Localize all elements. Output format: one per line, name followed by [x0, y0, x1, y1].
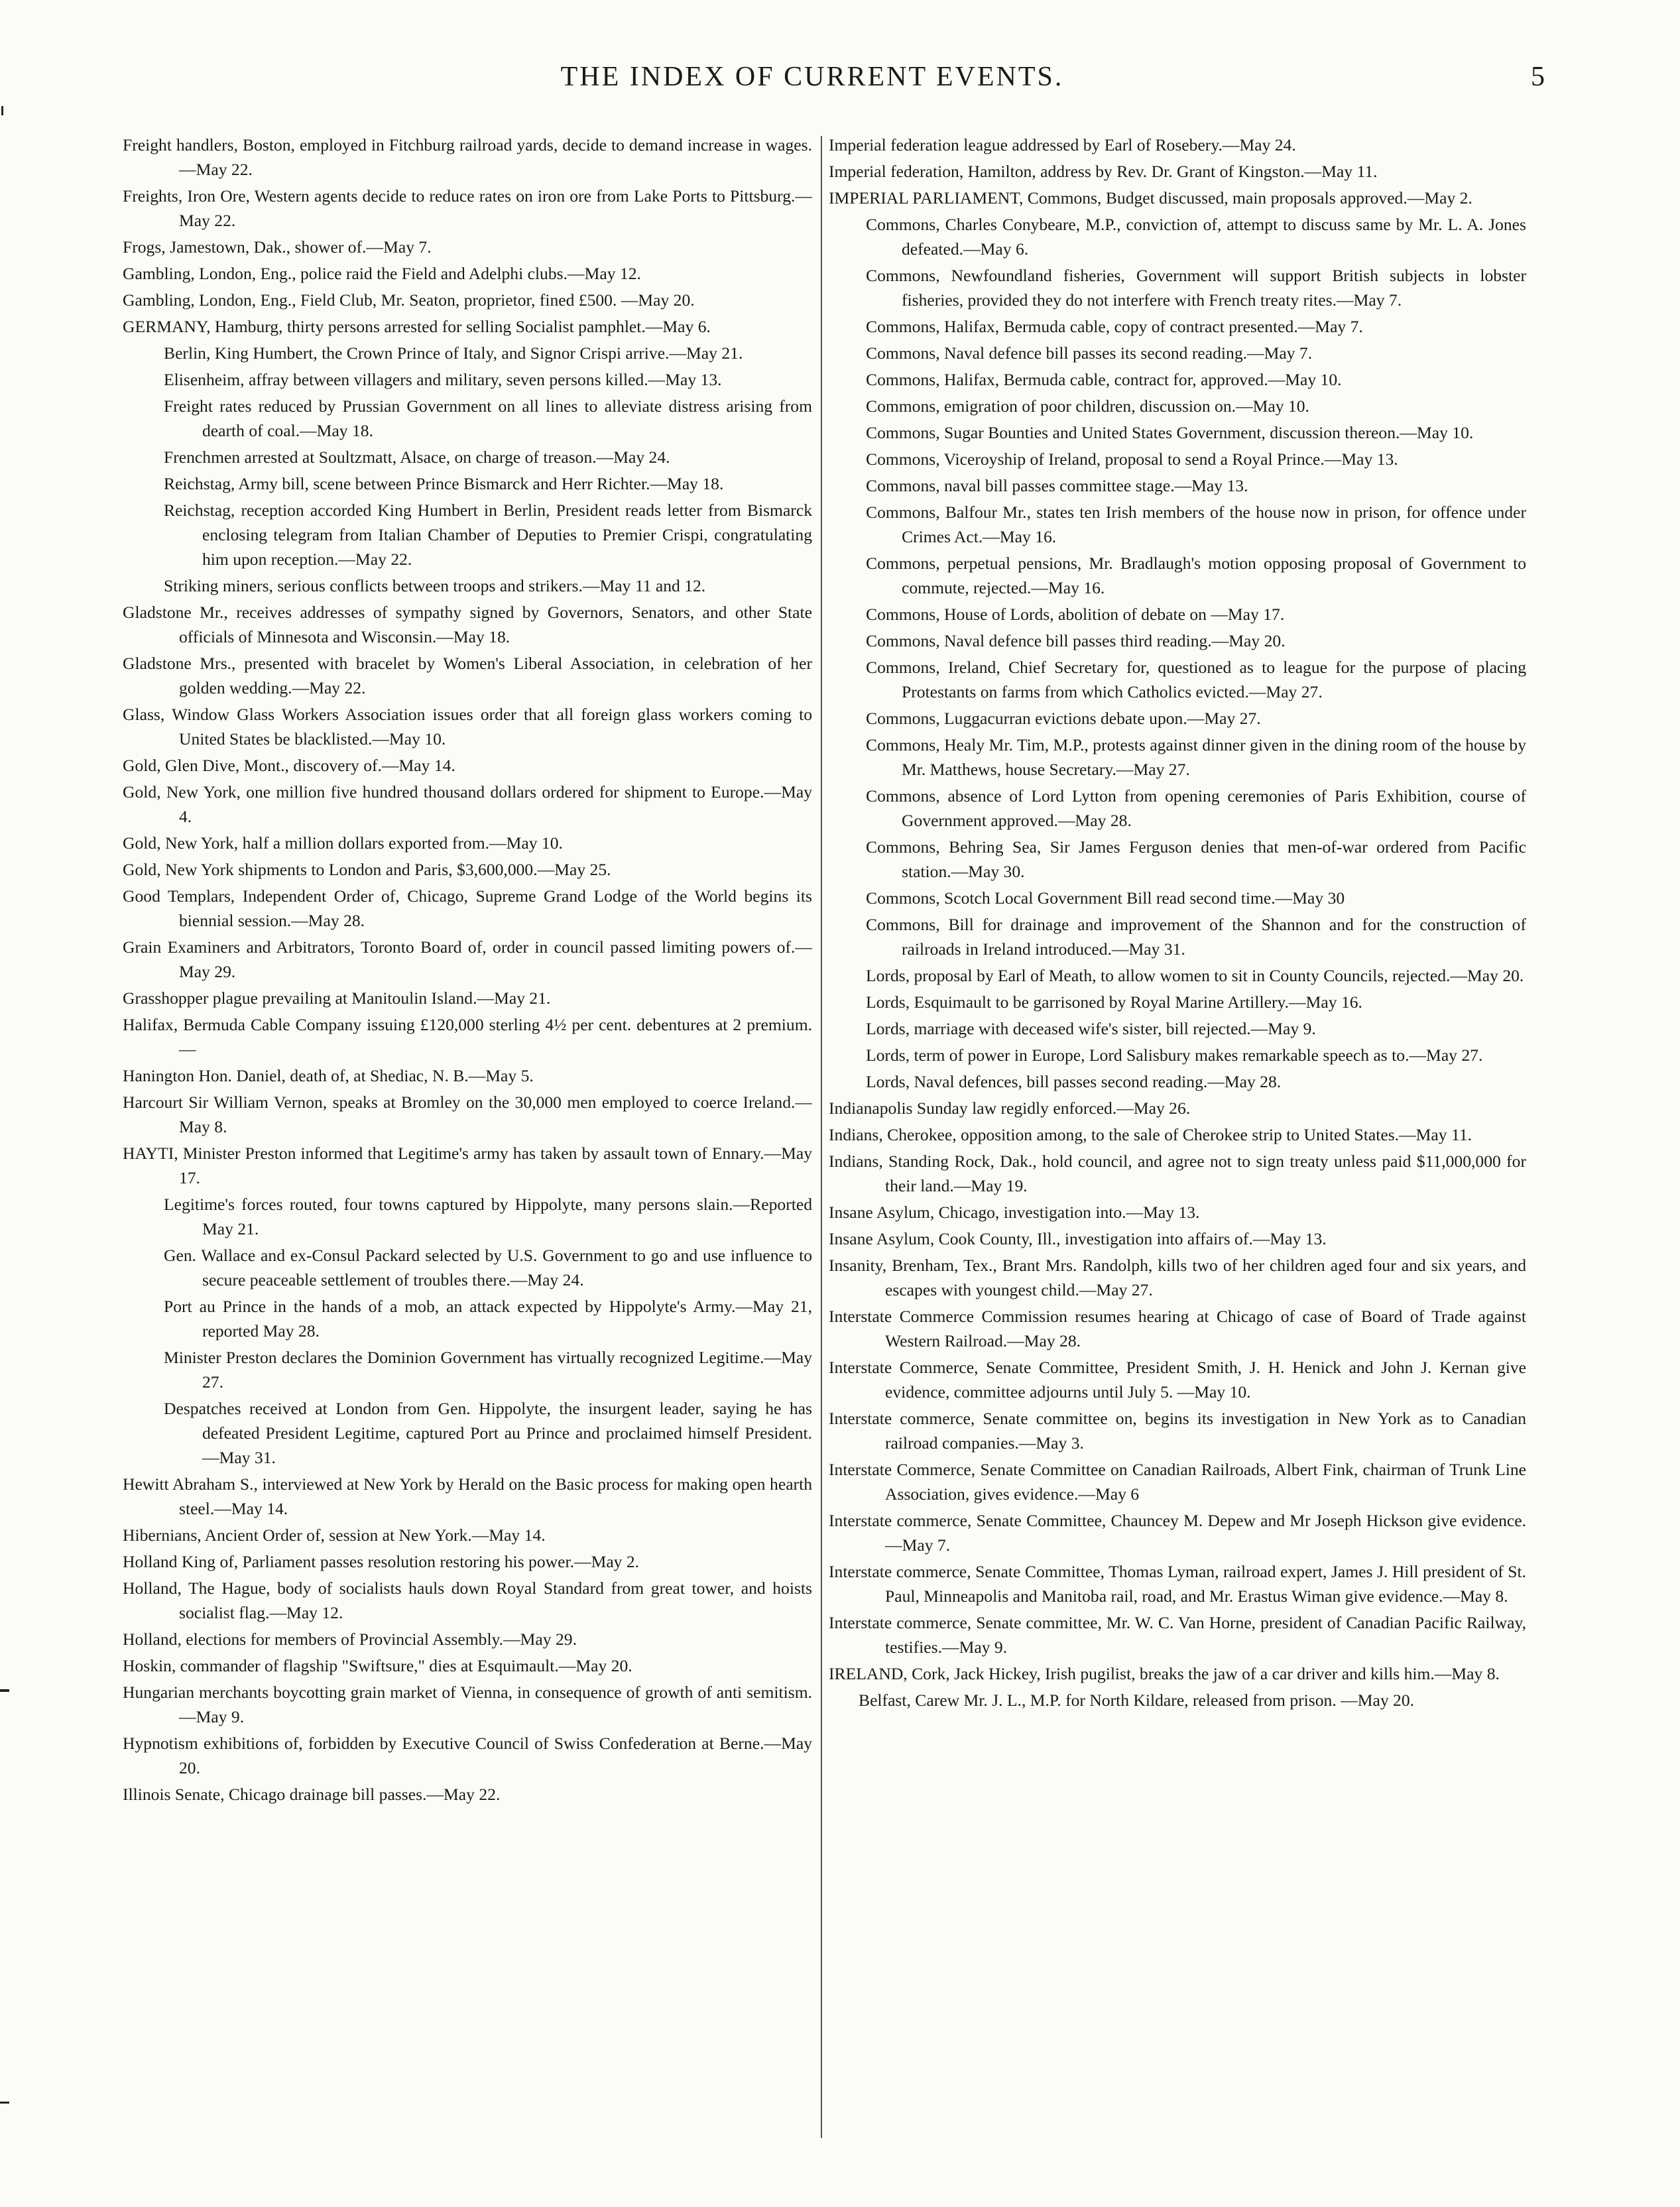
- index-entry: Commons, Healy Mr. Tim, M.P., protests against dinner given in the dining room of the house by Mr. Matthews, house Secretary.—May 27.: [866, 735, 1526, 779]
- index-entry: Gambling, London, Eng., Field Club, Mr. Seaton, proprietor, fined £500. —May 20.: [123, 290, 695, 310]
- index-entry: Commons, Balfour Mr., states ten Irish members of the house now in prison, for offence under Crimes Act.—May 16.: [866, 503, 1526, 546]
- page-header: [93, 61, 1545, 107]
- index-entry: Interstate Commerce, Senate Committee on Canadian Railroads, Albert Fink, chairman of Trunk Line Association, gives evidence.—May 6: [829, 1460, 1526, 1504]
- index-entry: Lords, term of power in Europe, Lord Salisbury makes remarkable speech as to.—May 27.: [866, 1045, 1483, 1065]
- index-entry: Grasshopper plague prevailing at Manitoulin Island.—May 21.: [123, 988, 551, 1008]
- index-entry: Interstate commerce, Senate Committee, Thomas Lyman, railroad expert, James J. Hill president of St. Paul, Minneapolis and Manitoba rail, road, and Mr. Erastus Wiman give evidence.—May 8.: [829, 1562, 1526, 1606]
- index-entry: Commons, Newfoundland fisheries, Government will support British subjects in lobster fisheries, provided they do not interfere with French treaty rites.—May 7.: [866, 266, 1526, 310]
- index-entry: Commons, perpetual pensions, Mr. Bradlaugh's motion opposing proposal of Government to commute, rejected.—May 16.: [866, 554, 1526, 597]
- index-entry: Commons, Scotch Local Government Bill read second time.—May 30: [866, 888, 1345, 908]
- index-entry: Gen. Wallace and ex-Consul Packard selected by U.S. Government to go and use influence to secure peaceable settlement of troubles there.—May 24.: [164, 1246, 812, 1289]
- index-entry: Freight rates reduced by Prussian Government on all lines to alleviate distress arising from dearth of coal.—May 18.: [164, 396, 812, 440]
- index-entry: Indians, Standing Rock, Dak., hold council, and agree not to sign treaty unless paid $11,000,000 for their land.—May 19.: [829, 1152, 1526, 1195]
- index-entry: Port au Prince in the hands of a mob, an attack expected by Hippolyte's Army.—May 21, reported May 28.: [164, 1297, 812, 1341]
- index-entry: Gold, Glen Dive, Mont., discovery of.—May 14.: [123, 756, 455, 775]
- index-entry: Commons, absence of Lord Lytton from opening ceremonies of Paris Exhibition, course of Government approved.—May 28.: [866, 786, 1526, 830]
- index-entry: HAYTI, Minister Preston informed that Legitime's army has taken by assault town of Ennary.—May 17.: [123, 1144, 812, 1187]
- index-entry: Striking miners, serious conflicts between troops and strikers.—May 11 and 12.: [164, 576, 706, 595]
- margin-tick: [0, 1689, 9, 1692]
- index-entry: Freight handlers, Boston, employed in Fitchburg railroad yards, decide to demand increase in wages.—May 22.: [123, 135, 812, 179]
- index-entry: Gold, New York shipments to London and Paris, $3,600,000.—May 25.: [123, 860, 611, 879]
- index-entry: Holland, elections for members of Provincial Assembly.—May 29.: [123, 1630, 577, 1649]
- index-entry: Gambling, London, Eng., police raid the Field and Adelphi clubs.—May 12.: [123, 264, 641, 283]
- index-entry: Reichstag, reception accorded King Humbert in Berlin, President reads letter from Bismarck enclosing telegram from Italian Chamber of Deputies to Premier Crispi, congratulating him upon reception.—May 22.: [164, 501, 812, 569]
- index-entry: Hoskin, commander of flagship "Swiftsure," dies at Esquimault.—May 20.: [123, 1656, 632, 1675]
- index-entry: Commons, Viceroyship of Ireland, proposal to send a Royal Prince.—May 13.: [866, 449, 1398, 469]
- index-entry: Hewitt Abraham S., interviewed at New York by Herald on the Basic process for making open hearth steel.—May 14.: [123, 1474, 812, 1518]
- index-entry: Halifax, Bermuda Cable Company issuing £120,000 sterling 4½ per cent. debentures at 2 premium.—: [123, 1015, 812, 1059]
- index-entry: Insane Asylum, Cook County, Ill., investigation into affairs of.—May 13.: [829, 1229, 1327, 1248]
- index-entry: Hungarian merchants boycotting grain market of Vienna, in consequence of growth of anti semitism.—May 9.: [123, 1683, 812, 1726]
- index-entry: Legitime's forces routed, four towns captured by Hippolyte, many persons slain.—Reported May 21.: [164, 1195, 812, 1238]
- index-entry: Berlin, King Humbert, the Crown Prince of Italy, and Signor Crispi arrive.—May 21.: [164, 343, 743, 363]
- index-entry: Holland King of, Parliament passes resolution restoring his power.—May 2.: [123, 1552, 640, 1571]
- index-entry: Interstate commerce, Senate Committee, Chauncey M. Depew and Mr Joseph Hickson give evidence.—May 7.: [829, 1511, 1526, 1555]
- index-entry: Glass, Window Glass Workers Association issues order that all foreign glass workers coming to United States be blacklisted.—May 10.: [123, 705, 812, 748]
- index-entry: Frenchmen arrested at Soultzmatt, Alsace, on charge of treason.—May 24.: [164, 447, 670, 467]
- index-entry: IRELAND, Cork, Jack Hickey, Irish pugilist, breaks the jaw of a car driver and kills him.—May 8.: [829, 1664, 1500, 1683]
- index-entry: Interstate commerce, Senate committee, Mr. W. C. Van Horne, president of Canadian Pacific Railway, testifies.—May 9.: [829, 1613, 1526, 1657]
- index-entry: Interstate Commerce Commission resumes hearing at Chicago of case of Board of Trade against Western Railroad.—May 28.: [829, 1307, 1526, 1350]
- index-entry: Belfast, Carew Mr. J. L., M.P. for North Kildare, released from prison. —May 20.: [859, 1691, 1415, 1710]
- column-divider: [821, 136, 822, 2138]
- page-number: 5: [1531, 62, 1545, 92]
- index-entry: Commons, House of Lords, abolition of debate on —May 17.: [866, 605, 1285, 624]
- index-entry: Gladstone Mrs., presented with bracelet by Women's Liberal Association, in celebration of her golden wedding.—May 22.: [123, 654, 812, 697]
- index-entry: Lords, proposal by Earl of Meath, to allow women to sit in County Councils, rejected.—May 20.: [866, 966, 1524, 985]
- index-entry: Commons, Halifax, Bermuda cable, contract for, approved.—May 10.: [866, 370, 1342, 389]
- index-entry: Commons, Halifax, Bermuda cable, copy of contract presented.—May 7.: [866, 317, 1363, 336]
- index-entry: Grain Examiners and Arbitrators, Toronto Board of, order in council passed limiting powers of.—May 29.: [123, 937, 812, 981]
- index-entry: Illinois Senate, Chicago drainage bill passes.—May 22.: [123, 1785, 501, 1804]
- index-entry: Commons, naval bill passes committee stage.—May 13.: [866, 476, 1248, 495]
- index-entry: Insanity, Brenham, Tex., Brant Mrs. Randolph, kills two of her children aged four and six years, and escapes with youngest child.—May 27.: [829, 1256, 1526, 1299]
- left-index-column: [123, 133, 812, 2155]
- right-index-column: [829, 133, 1526, 2155]
- margin-tick: [0, 2102, 9, 2104]
- index-entry: Despatches received at London from Gen. Hippolyte, the insurgent leader, saying he has defeated President Legitime, captured Port au Prince and proclaimed himself President.—May 31.: [164, 1399, 812, 1467]
- index-entry: Commons, Charles Conybeare, M.P., conviction of, attempt to discuss same by Mr. L. A. Jones defeated.—May 6.: [866, 215, 1526, 259]
- index-entry: Insane Asylum, Chicago, investigation into.—May 13.: [829, 1203, 1200, 1222]
- index-entry: Commons, Bill for drainage and improvement of the Shannon and for the construction of railroads in Ireland introduced.—May 31.: [866, 915, 1526, 959]
- index-entry: Commons, Ireland, Chief Secretary for, questioned as to league for the purpose of placing Protestants on farms from which Catholics evicted.—May 27.: [866, 658, 1526, 701]
- index-entry: Lords, marriage with deceased wife's sister, bill rejected.—May 9.: [866, 1019, 1316, 1038]
- index-entry: Hanington Hon. Daniel, death of, at Shediac, N. B.—May 5.: [123, 1066, 534, 1085]
- index-entry: Reichstag, Army bill, scene between Prince Bismarck and Herr Richter.—May 18.: [164, 474, 724, 493]
- index-entry: Hypnotism exhibitions of, forbidden by Executive Council of Swiss Confederation at Berne.—May 20.: [123, 1734, 812, 1777]
- index-entry: Frogs, Jamestown, Dak., shower of.—May 7.: [123, 237, 432, 257]
- index-entry: Commons, emigration of poor children, discussion on.—May 10.: [866, 396, 1309, 416]
- index-entry: Harcourt Sir William Vernon, speaks at Bromley on the 30,000 men employed to coerce Ireland.—May 8.: [123, 1093, 812, 1136]
- margin-tick: [1, 106, 3, 115]
- index-entry: Imperial federation league addressed by Earl of Rosebery.—May 24.: [829, 135, 1296, 154]
- index-entry: Hibernians, Ancient Order of, session at New York.—May 14.: [123, 1525, 546, 1545]
- index-entry: Lords, Esquimault to be garrisoned by Royal Marine Artillery.—May 16.: [866, 992, 1362, 1012]
- index-entry: GERMANY, Hamburg, thirty persons arrested for selling Socialist pamphlet.—May 6.: [123, 317, 711, 336]
- index-entry: Freights, Iron Ore, Western agents decide to reduce rates on iron ore from Lake Ports to Pittsburg.—May 22.: [123, 186, 812, 230]
- index-entry: Holland, The Hague, body of socialists hauls down Royal Standard from great tower, and hoists socialist flag.—May 12.: [123, 1579, 812, 1622]
- index-entry: IMPERIAL PARLIAMENT, Commons, Budget discussed, main proposals approved.—May 2.: [829, 188, 1472, 208]
- index-entry: Interstate commerce, Senate committee on, begins its investigation in New York as to Canadian railroad companies.—May 3.: [829, 1409, 1526, 1453]
- index-entry: Indianapolis Sunday law regidly enforced.—May 26.: [829, 1099, 1191, 1118]
- index-entry: Commons, Sugar Bounties and United States Government, discussion thereon.—May 10.: [866, 423, 1474, 442]
- index-entry: Commons, Luggacurran evictions debate upon.—May 27.: [866, 709, 1261, 728]
- index-entry: Gladstone Mr., receives addresses of sympathy signed by Governors, Senators, and other State officials of Minnesota and Wisconsin.—May 18.: [123, 603, 812, 646]
- index-entry: Good Templars, Independent Order of, Chicago, Supreme Grand Lodge of the World begins its biennial session.—May 28.: [123, 886, 812, 930]
- index-entry: Lords, Naval defences, bill passes second reading.—May 28.: [866, 1072, 1282, 1091]
- index-entry: Indians, Cherokee, opposition among, to the sale of Cherokee strip to United States.—May 11.: [829, 1125, 1472, 1144]
- index-entry: Commons, Behring Sea, Sir James Ferguson denies that men-of-war ordered from Pacific station.—May 30.: [866, 837, 1526, 881]
- index-entry: Gold, New York, one million five hundred thousand dollars ordered for shipment to Europe.—May 4.: [123, 782, 812, 826]
- index-entry: Imperial federation, Hamilton, address by Rev. Dr. Grant of Kingston.—May 11.: [829, 162, 1378, 181]
- index-entry: Commons, Naval defence bill passes third reading.—May 20.: [866, 631, 1286, 650]
- index-entry: Interstate Commerce, Senate Committee, President Smith, J. H. Henick and John J. Kernan give evidence, committee adjourns until July 5. —May 10.: [829, 1358, 1526, 1402]
- index-entry: Minister Preston declares the Dominion Government has virtually recognized Legitime.—May 27.: [164, 1348, 812, 1392]
- index-entry: Elisenheim, affray between villagers and military, seven persons killed.—May 13.: [164, 370, 722, 389]
- index-entry: Gold, New York, half a million dollars exported from.—May 10.: [123, 833, 563, 853]
- page-title: THE INDEX OF CURRENT EVENTS.: [560, 62, 1064, 92]
- index-entry: Commons, Naval defence bill passes its second reading.—May 7.: [866, 343, 1313, 363]
